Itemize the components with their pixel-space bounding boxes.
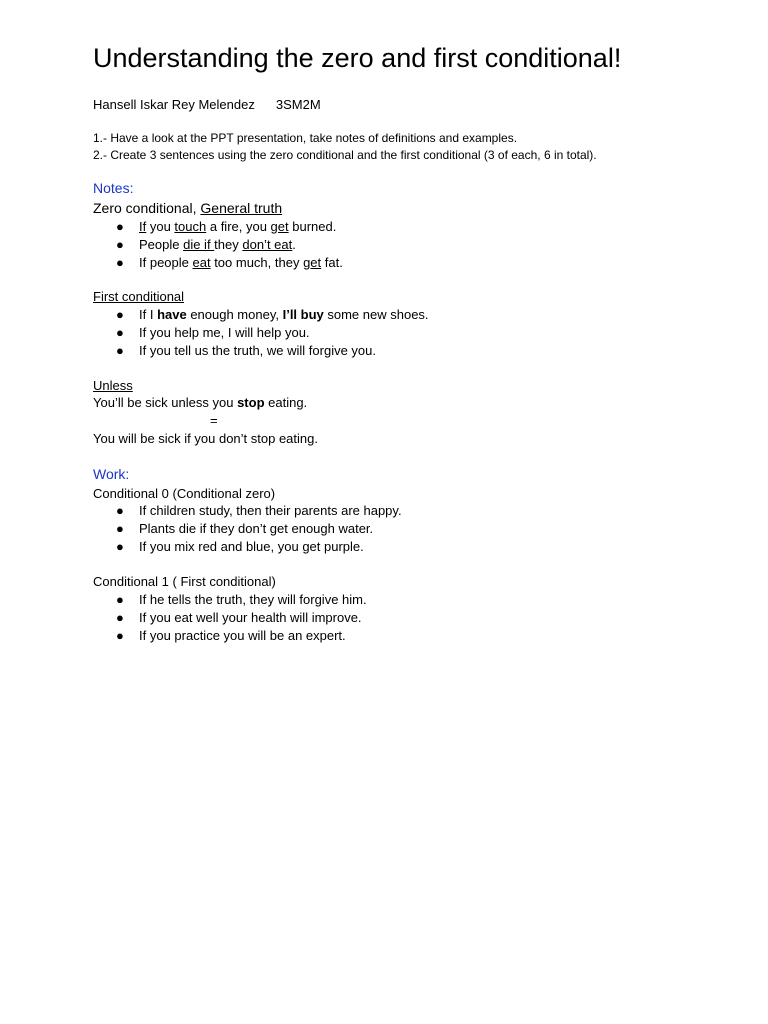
list-item: ● If you practice you will be an expert. (116, 627, 346, 643)
list-item: ● If children study, then their parents are happy. (116, 503, 402, 518)
bullet-icon: ● (116, 254, 124, 270)
list-item: ● If he tells the truth, they will forgive him. (116, 592, 367, 607)
equals-sign: = (210, 413, 218, 428)
author-name: Hansell Iskar Rey Melendez (93, 97, 255, 112)
zero-conditional-label: Zero conditional, General truth (93, 200, 283, 216)
general-truth-label: General truth (200, 200, 283, 216)
unless-label: Unless (93, 378, 133, 393)
list-item: ● If you tell us the truth, we will forgive you. (116, 342, 376, 358)
zero-notes-list (93, 218, 343, 271)
work-heading: Work: (93, 466, 130, 482)
list-item: ● If I have enough money, I’ll buy some new shoes. (116, 307, 429, 322)
first-conditional-label: First conditional (93, 289, 185, 304)
bullet-icon: ● (116, 538, 124, 554)
conditional-one-label: Conditional 1 ( First conditional) (93, 574, 276, 589)
bullet-icon: ● (116, 503, 124, 518)
bullet-icon: ● (116, 307, 124, 322)
bullet-icon: ● (116, 520, 124, 536)
bullet-icon: ● (116, 219, 124, 234)
list-item: ● Plants die if they don’t get enough water. (116, 520, 374, 536)
list-item: ● If you help me, I will help you. (116, 324, 310, 340)
work-first-list (93, 591, 367, 644)
instruction-2: 2.- Create 3 sentences using the zero conditional and the first conditional (3 of each, 6 in total). (93, 148, 597, 162)
instruction-1: 1.- Have a look at the PPT presentation, take notes of definitions and examples. (93, 131, 518, 145)
bullet-icon: ● (116, 592, 124, 607)
first-notes-list (93, 306, 429, 359)
list-item: ● If you mix red and blue, you get purple. (116, 538, 364, 554)
list-item: ● If people eat too much, they get fat. (116, 254, 343, 270)
list-item: ● If you touch a fire, you get burned. (116, 219, 337, 234)
notes-heading: Notes: (93, 180, 134, 196)
author-group: 3SM2M (275, 97, 321, 112)
list-item: ● If you eat well your health will improve. (116, 609, 362, 625)
unless-sentence: You’ll be sick unless you stop eating. (93, 395, 308, 410)
list-item: ● People die if they don’t eat. (116, 236, 296, 252)
conditional-zero-label: Conditional 0 (Conditional zero) (93, 486, 276, 501)
author-line (93, 97, 321, 112)
bullet-icon: ● (116, 342, 124, 358)
bullet-icon: ● (116, 627, 124, 643)
page-title: Understanding the zero and first conditional! (93, 43, 622, 73)
bullet-icon: ● (116, 324, 124, 340)
bullet-icon: ● (116, 236, 124, 252)
unless-equivalent: You will be sick if you don’t stop eating. (93, 431, 318, 446)
bullet-icon: ● (116, 609, 124, 625)
work-zero-list (93, 502, 402, 555)
